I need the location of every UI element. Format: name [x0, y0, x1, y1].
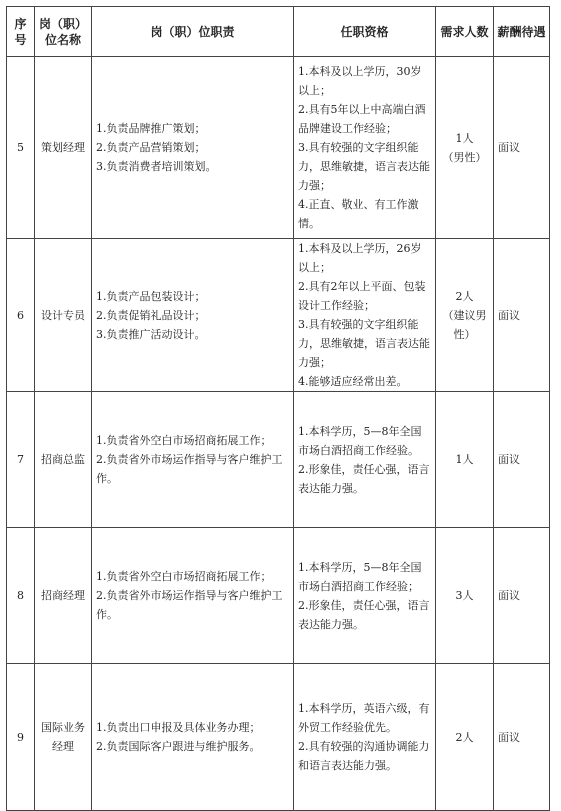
cell-qualifications [294, 392, 436, 528]
cell-duties [92, 664, 294, 811]
cell-salary: 面议 [494, 528, 550, 664]
cell-seq: 6 [7, 239, 35, 392]
cell-count-line: （男性） [442, 150, 487, 164]
cell-count-line: 2人 [455, 730, 474, 744]
cell-qualifications [294, 239, 436, 392]
cell-count-line: （建议男性） [442, 308, 487, 341]
cell-duties-line: 3.负责消费者培训策划。 [96, 160, 217, 173]
cell-position: 招商经理 [35, 528, 92, 664]
header-qualifications: 任职资格 [294, 7, 436, 57]
cell-qualifications-line: 1.本科及以上学历，26岁以上； [298, 242, 422, 274]
header-salary: 薪酬待遇 [494, 7, 550, 57]
cell-qualifications-line: 2.具有较强的沟通协调能力和语言表达能力强。 [298, 740, 430, 772]
cell-qualifications-line: 3.具有较强的文字组织能力，思维敏捷，语言表达能力强； [298, 318, 430, 369]
cell-count-line: 3人 [455, 589, 474, 602]
cell-qualifications [294, 664, 436, 811]
cell-qualifications [294, 528, 436, 664]
table-row [7, 239, 550, 392]
cell-salary: 面议 [494, 664, 550, 811]
cell-duties-line: 2.负责省外市场运作指导与客户维护工作。 [96, 453, 283, 485]
header-seq: 序号 [7, 7, 35, 57]
cell-qualifications-line: 2.具有2年以上平面、包装设计工作经验； [298, 280, 426, 312]
cell-qualifications-line: 4.正直、敬业、有工作激情。 [298, 198, 419, 230]
cell-position: 策划经理 [35, 57, 92, 239]
cell-position: 招商总监 [35, 392, 92, 528]
cell-duties-line: 1.负责省外空白市场招商拓展工作； [96, 570, 272, 583]
cell-count [436, 239, 494, 392]
cell-duties [92, 57, 294, 239]
cell-qualifications [294, 57, 436, 239]
table-row [7, 392, 550, 528]
cell-count-line: 1人 [455, 131, 474, 145]
cell-salary: 面议 [494, 57, 550, 239]
cell-duties-line: 2.负责省外市场运作指导与客户维护工作。 [96, 589, 283, 621]
table-row [7, 664, 550, 811]
cell-qualifications-line: 2.形象佳，责任心强，语言表达能力强。 [298, 462, 430, 495]
cell-duties-line: 3.负责推广活动设计。 [96, 327, 206, 341]
cell-duties-line: 2.负责促销礼品设计； [96, 308, 206, 322]
cell-position: 设计专员 [35, 239, 92, 392]
cell-duties-line: 1.负责出口申报及具体业务办理； [96, 721, 261, 734]
cell-duties [92, 528, 294, 664]
cell-duties [92, 239, 294, 392]
cell-qualifications-line: 1.本科及以上学历，30岁以上； [298, 65, 422, 97]
cell-duties-line: 1.负责产品包装设计； [96, 289, 206, 303]
recruitment-table [6, 6, 550, 811]
table-row [7, 57, 550, 239]
cell-duties-line: 1.负责品牌推广策划； [96, 122, 206, 135]
header-position: 岗（职）位名称 [35, 7, 92, 57]
cell-seq: 7 [7, 392, 35, 528]
table-row [7, 528, 550, 664]
header-count: 需求人数 [436, 7, 494, 57]
cell-seq: 8 [7, 528, 35, 664]
cell-qualifications-line: 1.本科学历，5—8年全国市场白酒招商工作经验； [298, 560, 422, 593]
cell-qualifications-line: 2.具有5年以上中高端白酒品牌建设工作经验； [298, 103, 426, 135]
cell-count [436, 57, 494, 239]
cell-count-line: 1人 [455, 453, 474, 466]
cell-salary: 面议 [494, 239, 550, 392]
cell-duties-line: 2.负责国际客户跟进与维护服务。 [96, 740, 261, 753]
header-row [7, 7, 550, 57]
cell-duties-line: 2.负责产品营销策划； [96, 141, 206, 154]
cell-qualifications-line: 1.本科学历，英语六级，有外贸工作经验优先。 [298, 702, 430, 734]
cell-count [436, 392, 494, 528]
cell-count [436, 528, 494, 664]
cell-position: 国际业务经理 [35, 664, 92, 811]
cell-qualifications-line: 3.具有较强的文字组织能力，思维敏捷，语言表达能力强； [298, 141, 430, 192]
cell-seq: 5 [7, 57, 35, 239]
cell-duties-line: 1.负责省外空白市场招商拓展工作； [96, 434, 272, 447]
cell-duties [92, 392, 294, 528]
cell-qualifications-line: 1.本科学历，5—8年全国市场白酒招商工作经验。 [298, 424, 422, 457]
cell-salary: 面议 [494, 392, 550, 528]
cell-qualifications-line: 4.能够适应经常出差。 [298, 375, 408, 388]
cell-qualifications-line: 2.形象佳，责任心强，语言表达能力强。 [298, 598, 430, 631]
cell-seq: 9 [7, 664, 35, 811]
cell-count [436, 664, 494, 811]
table-body [7, 57, 550, 811]
cell-count-line: 2人 [455, 289, 474, 303]
header-duties: 岗（职）位职责 [92, 7, 294, 57]
